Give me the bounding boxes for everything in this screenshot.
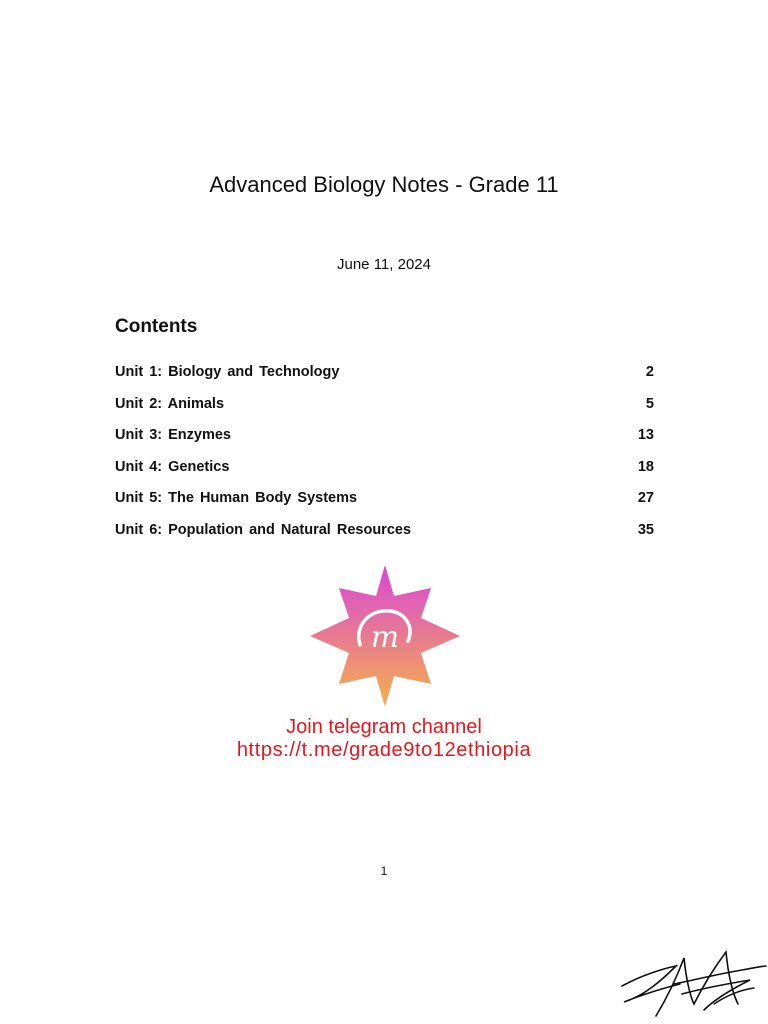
toc-entry-unit-5[interactable]: [115, 490, 654, 522]
toc-entry-unit-3[interactable]: [115, 427, 654, 459]
toc-entry-unit-4[interactable]: [115, 459, 654, 491]
toc-entry-label: Unit 6: Population and Natural Resources: [115, 521, 412, 538]
document-date: June 11, 2024: [337, 256, 431, 273]
toc-entry-page: 18: [637, 458, 654, 475]
telegram-link[interactable]: https://t.me/grade9to12ethiopia: [236, 739, 532, 761]
toc-entry-page: 2: [645, 364, 654, 380]
toc-entry-label: Unit 1: Biology and Technology: [115, 364, 340, 380]
star-logo-icon: [308, 563, 462, 709]
handwritten-signature-icon: [614, 944, 768, 1024]
document-title: Advanced Biology Notes - Grade 11: [209, 172, 559, 197]
toc-entry-label: Unit 4: Genetics: [115, 458, 230, 475]
toc-entry-page: 35: [637, 521, 654, 538]
toc-entry-page: 27: [637, 490, 654, 506]
toc-entry-unit-6[interactable]: [115, 522, 654, 554]
toc-entry-label: Unit 5: The Human Body Systems: [115, 490, 358, 506]
toc-entry-unit-1[interactable]: [115, 364, 654, 396]
telegram-label: Join telegram channel: [286, 716, 482, 738]
table-of-contents: [115, 364, 654, 553]
toc-entry-label: Unit 2: Animals: [115, 395, 225, 412]
toc-heading: Contents: [115, 316, 198, 337]
toc-entry-page: 13: [637, 427, 654, 443]
toc-entry-page: 5: [645, 395, 654, 412]
toc-entry-label: Unit 3: Enzymes: [115, 427, 231, 443]
monogram-letter: m: [370, 620, 400, 655]
page-number: 1: [380, 864, 388, 878]
toc-entry-unit-2[interactable]: [115, 396, 654, 428]
